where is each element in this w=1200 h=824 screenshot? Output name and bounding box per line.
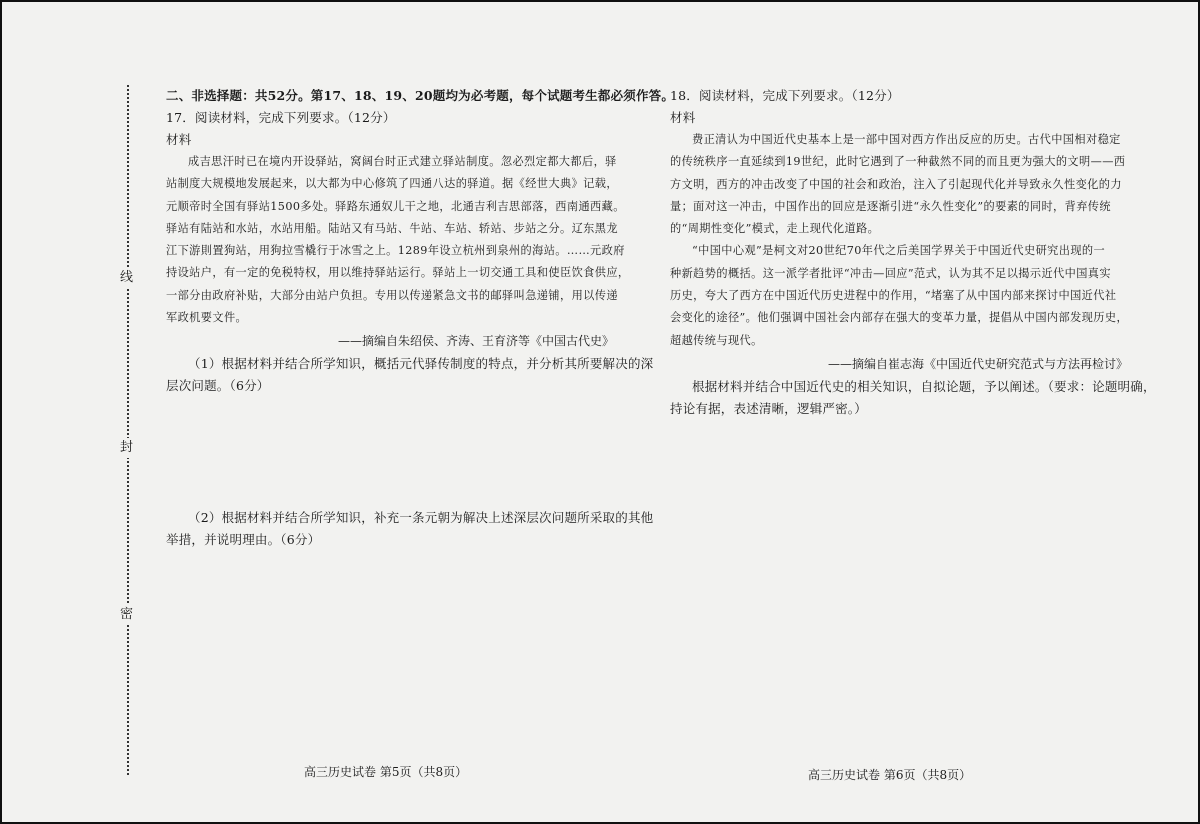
material-line: 会变化的途径”。他们强调中国社会内部存在强大的变革力量，提倡从中国内部发现历史， [670,311,1129,325]
right-page-footer: 高三历史试卷 第6页（共8页） [808,768,972,782]
right-page [670,85,1156,420]
q18-source: ——摘编自崔志海《中国近代史研究范式与方法再检讨》 [827,356,1128,371]
q17-subquestion-1 [166,353,654,397]
material-line: 方文明，西方的冲击改变了中国的社会和政治，注入了引起现代化并导致永久性变化的力 [670,177,1122,191]
q17-title: 17．阅读材料，完成下列要求。（12分） [166,110,396,125]
q18-paragraph-1 [670,129,1132,240]
section-header: 二、非选择题：共52分。第17、18、19、20题均为必考题，每个试题考生都必须作答。 [166,88,675,103]
requirement-line: 持论有据，表述清晰，逻辑严密。） [670,400,867,416]
material-line: 超越传统与现代。 [670,333,763,347]
q17-material-label: 材料 [166,132,192,147]
q17-source: ——摘编自朱绍侯、齐涛、王育济等《中国古代史》 [337,334,614,349]
material-line: “中国中心观”是柯文对20世纪70年代之后美国学界关于中国近代史研究出现的一 [692,244,1106,258]
material-line: 元顺帝时全国有驿站1500多处。驿路东通奴儿干之地，北通吉利吉思部落，西南通西藏。 [166,199,625,213]
subquestion-line: 举措，并说明理由。（6分） [166,532,321,548]
q18-title: 18．阅读材料，完成下列要求。（12分） [670,88,900,103]
q17-subquestion-2 [166,507,654,551]
binding-char-mi: 密 [120,605,133,625]
material-line: 站制度大规模地发展起来，以大都为中心修筑了四通八达的驿道。据《经世大典》记载， [166,177,618,191]
material-line: 驿站有陆站和水站，水站用船。陆站又有马站、牛站、车站、轿站、步站之分。辽东黑龙 [166,221,618,235]
material-line: 军政机要文件。 [166,311,248,325]
material-line: 的传统秩序一直延续到19世纪，此时它遇到了一种截然不同的而且更为强大的文明——西 [670,155,1126,169]
material-line: 种新趋势的概括。这一派学者批评“冲击—回应”范式，认为其不足以揭示近代中国真实 [670,266,1111,280]
q18-material-label: 材料 [670,110,696,125]
material-line: 成吉思汗时已在境内开设驿站，窝阔台时正式建立驿站制度。忽必烈定都大都后，驿 [188,155,617,168]
subquestion-line: （1）根据材料并结合所学知识，概括元代驿传制度的特点，并分析其所要解决的深 [188,356,654,372]
material-line: 持设站户，有一定的免税特权，用以维持驿站运行。驿站上一切交通工具和使臣饮食供应， [166,266,630,280]
material-line: 历史，夸大了西方在中国近代历史进程中的作用，“堵塞了从中国内部来探讨中国近代社 [670,289,1117,303]
material-line: 的“周期性变化”模式，走上现代化道路。 [670,222,880,236]
requirement-line: 根据材料并结合中国近代史的相关知识，自拟论题，予以阐述。（要求：论题明确， [692,378,1156,394]
answer-space [166,397,618,507]
material-line: 费正清认为中国近代史基本上是一部中国对西方作出反应的历史。古代中国相对稳定 [692,133,1121,146]
q17-material [166,151,630,329]
subquestion-line: （2）根据材料并结合所学知识，补充一条元朝为解决上述深层次问题所采取的其他 [188,510,654,526]
material-line: 量；面对这一冲击，中国作出的回应是逐渐引进“永久性变化”的要素的同时，背弃传统 [670,199,1111,213]
q18-requirement [670,376,1156,420]
material-line: 江下游則置狗站，用狗拉雪橇行于冰雪之上。1289年设立杭州到泉州的海站。……元政府 [166,244,625,258]
binding-char-xian: 线 [120,268,133,288]
material-line: 一部分由政府补贴，大部分由站户负担。专用以传递紧急文书的邮驿叫急递铺，用以传递 [166,288,618,302]
q18-paragraph-2 [670,240,1132,351]
left-page-footer: 高三历史试卷 第5页（共8页） [304,765,468,779]
left-page [166,85,675,551]
binding-dotted-line [127,85,129,775]
binding-char-feng: 封 [120,438,133,458]
subquestion-line: 层次问题。（6分） [166,378,270,394]
